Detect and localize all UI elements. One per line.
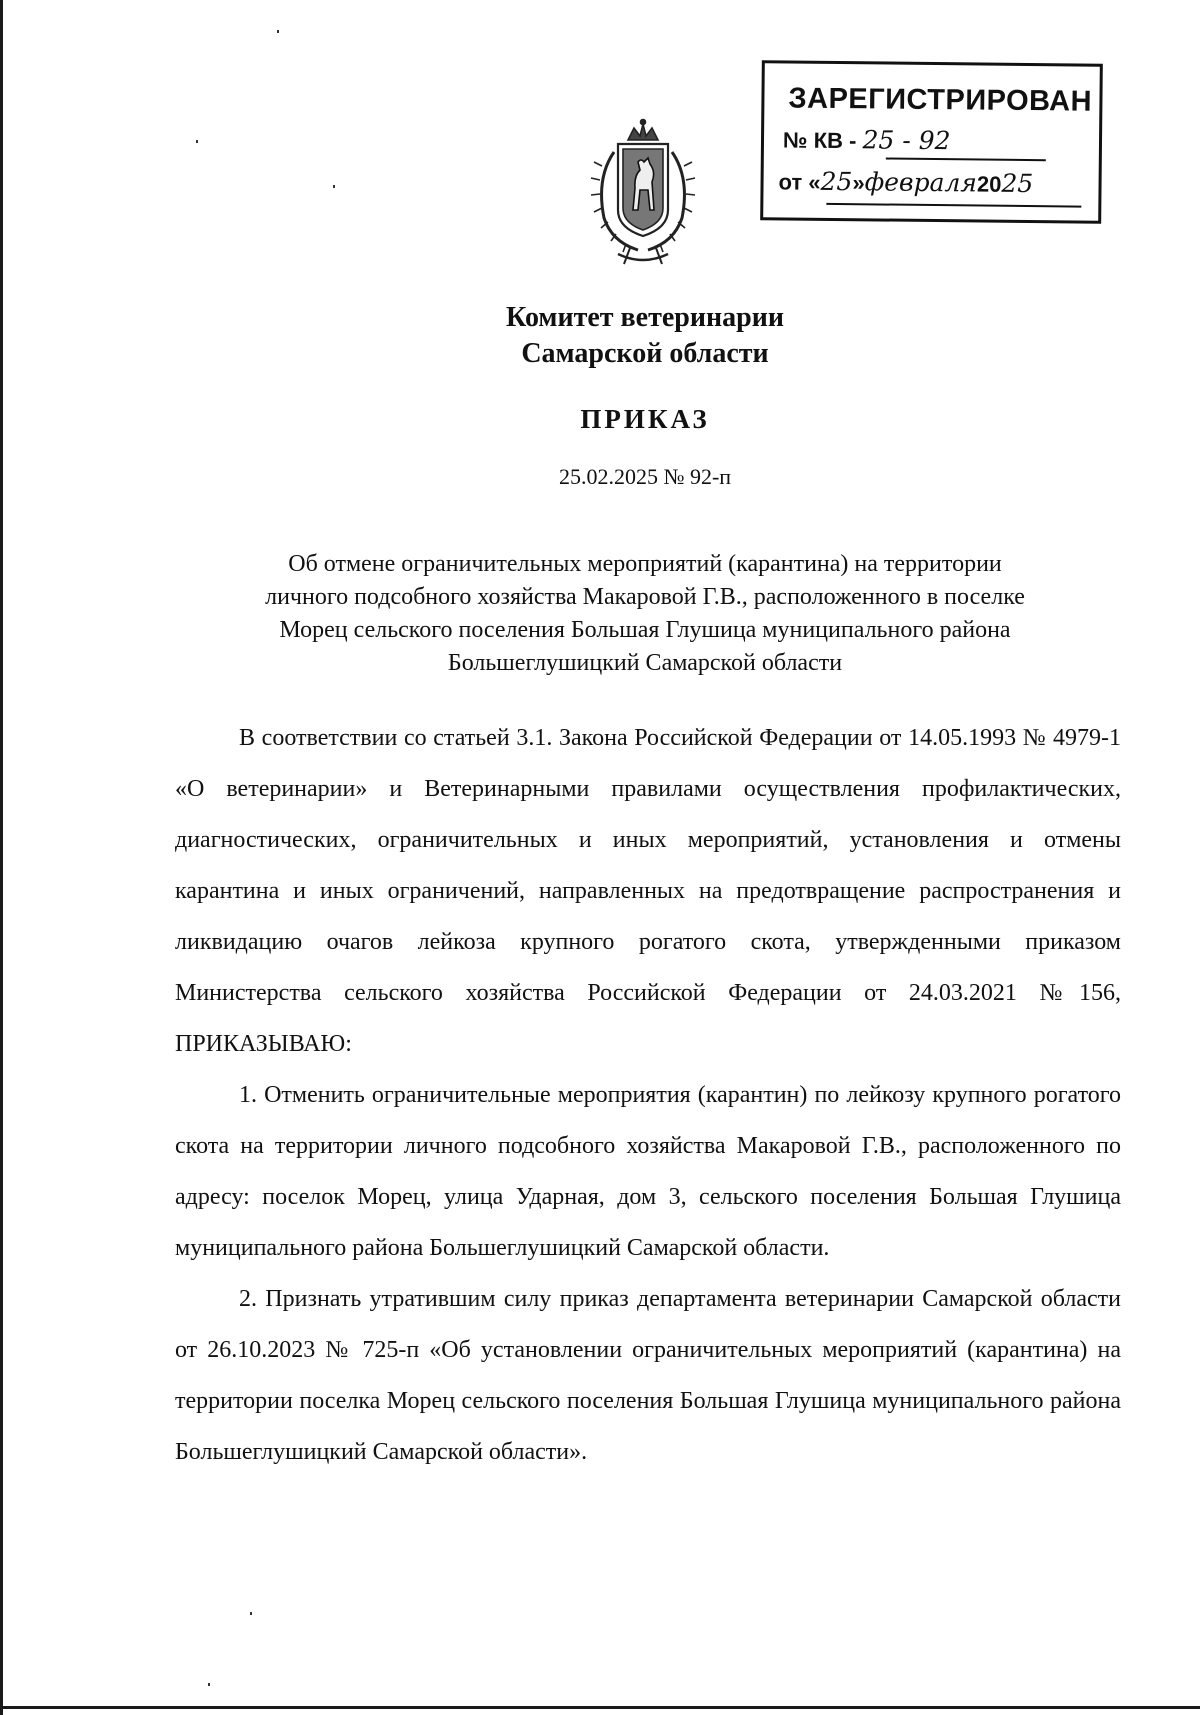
stamp-day-handwritten: 25 [820, 166, 853, 197]
scan-speck [250, 1612, 252, 1615]
organization-line-2: Самарской области [521, 338, 769, 369]
stamp-month-handwritten: февраля [864, 167, 978, 198]
coat-of-arms-emblem [578, 118, 708, 268]
scan-edge-left [0, 0, 3, 1715]
stamp-title: ЗАРЕГИСТРИРОВАН [788, 82, 1093, 118]
document-type: ПРИКАЗ [580, 404, 710, 434]
order-item-2: 2. Признать утратившим силу приказ департамента ветеринарии Самарской области от 26.10.2023 № 725-п «Об установлении ограничительных мероприятий (карантина) на территории поселка Морец сельского поселения Большая Глушица муниципального района Большеглушицкий Самарской области». [175, 1286, 1121, 1465]
scan-speck [208, 1683, 210, 1686]
stamp-date-row [778, 166, 1033, 198]
stamp-number-row [783, 124, 951, 155]
stamp-date-separator: » [852, 170, 865, 196]
body-preamble: В соответствии со статьей 3.1. Закона Российской Федерации от 14.05.1993 № 4979-1 «О ветеринарии» и Ветеринарными правилами осуществления профилактических, диагностических, ограничительных и иных мероприятий, установления и отмены карантина и иных ограничений, направленных на предотвращение распространения и ликвидацию очагов лейкоза крупного рогатого скота, утвержденными приказом Министерства сельского хозяйства Российской Федерации от 24.03.2021 №156, ПРИКАЗЫВАЮ: [175, 725, 1121, 1057]
stamp-number-handwritten: 25 - 92 [862, 125, 951, 156]
order-item-1: 1. Отменить ограничительные мероприятия (карантин) по лейкозу крупного рогатого скота на территории личного подсобного хозяйства Макаровой Г.В., расположенного по адресу: поселок Морец, улица Ударная, дом 3, сельского поселения Большая Глушица муниципального района Большеглушицкий Самарской области. [175, 1082, 1121, 1261]
scan-speck [333, 185, 335, 188]
subject-line-1: Об отмене ограничительных мероприятий (карантина) на территории [288, 551, 1002, 577]
subject-line-2: личного подсобного хозяйства Макаровой Г.В., расположенного в поселке [265, 584, 1025, 610]
organization-name [0, 300, 1200, 372]
scan-edge-bottom [0, 1706, 1200, 1709]
document-body [175, 713, 1121, 1478]
scan-speck [277, 30, 279, 33]
document-subject [190, 548, 1100, 680]
stamp-year-prefix: 20 [976, 171, 1002, 197]
stamp-year-handwritten: 25 [1001, 168, 1034, 199]
organization-line-1: Комитет ветеринарии [506, 302, 784, 333]
registration-stamp [760, 60, 1103, 224]
stamp-number-prefix: № КВ - [782, 127, 857, 154]
document-date-number: 25.02.2025 № 92-п [558, 464, 732, 489]
stamp-date-prefix: от « [778, 169, 821, 195]
subject-line-4: Большеглушицкий Самарской области [447, 650, 843, 676]
subject-line-3: Морец сельского поселения Большая Глушица муниципального района [279, 617, 1011, 643]
scan-speck [196, 140, 198, 143]
